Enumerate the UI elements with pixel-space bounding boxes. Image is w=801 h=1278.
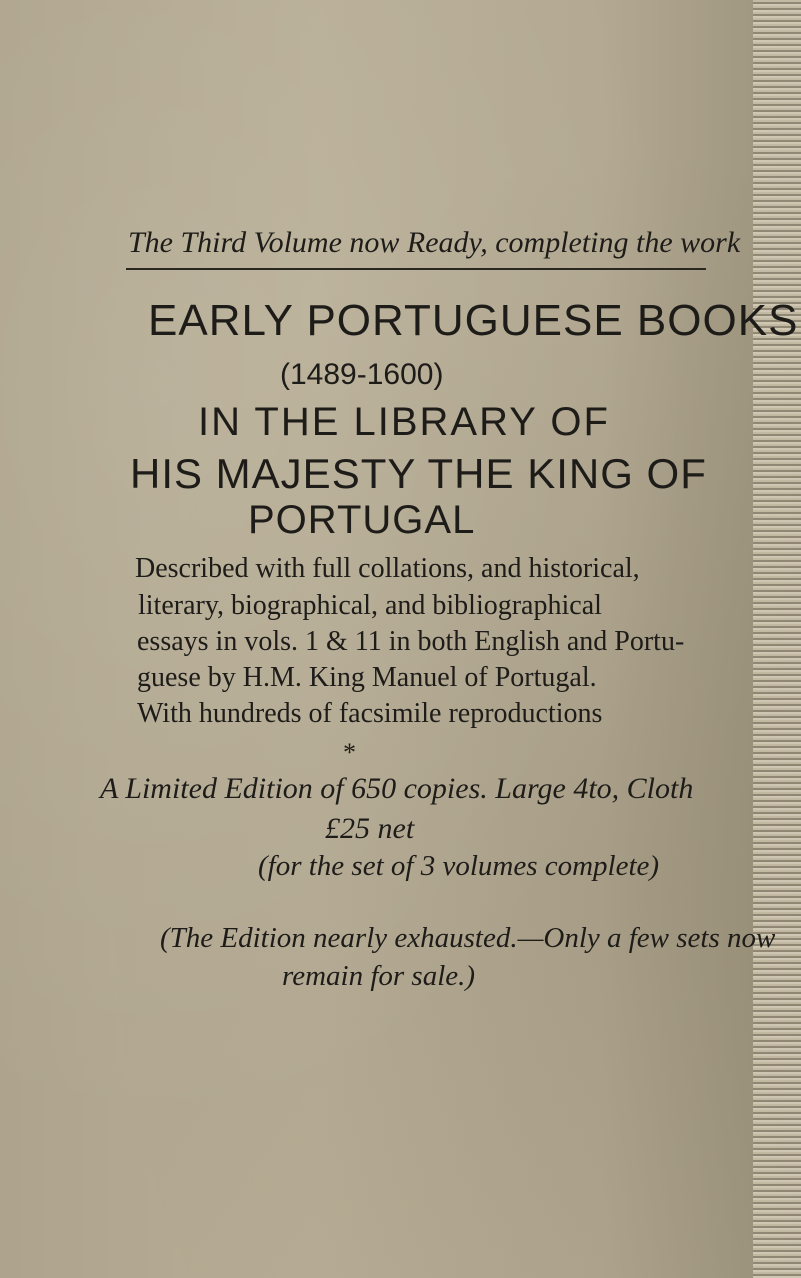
title-line-1: EARLY PORTUGUESE BOOKS — [148, 296, 799, 345]
title-line-4: PORTUGAL — [248, 498, 476, 542]
notice-underline — [126, 268, 706, 270]
description-line: literary, biographical, and bibliographical — [138, 590, 602, 621]
description-line: With hundreds of facsimile reproductions — [137, 698, 603, 729]
description-line: essays in vols. 1 & 11 in both English and Portu- — [137, 626, 685, 657]
title-line-2: IN THE LIBRARY OF — [198, 400, 610, 444]
title-line-3: HIS MAJESTY THE KING OF — [130, 450, 707, 497]
edition-line: A Limited Edition of 650 copies. Large 4to, Cloth — [100, 772, 694, 805]
edition-note: (for the set of 3 volumes complete) — [258, 850, 660, 882]
title-dates: (1489-1600) — [280, 358, 444, 391]
notice-line: The Third Volume now Ready, completing the work — [128, 226, 741, 259]
asterisk-ornament: * — [343, 738, 356, 767]
availability-line-2: remain for sale.) — [282, 960, 476, 992]
page-edge — [753, 0, 801, 1278]
price: £25 net — [325, 812, 415, 845]
availability-line-1: (The Edition nearly exhausted.—Only a few sets now — [160, 922, 776, 954]
description-line: Described with full collations, and historical, — [135, 553, 640, 584]
description-line: guese by H.M. King Manuel of Portugal. — [137, 662, 597, 693]
